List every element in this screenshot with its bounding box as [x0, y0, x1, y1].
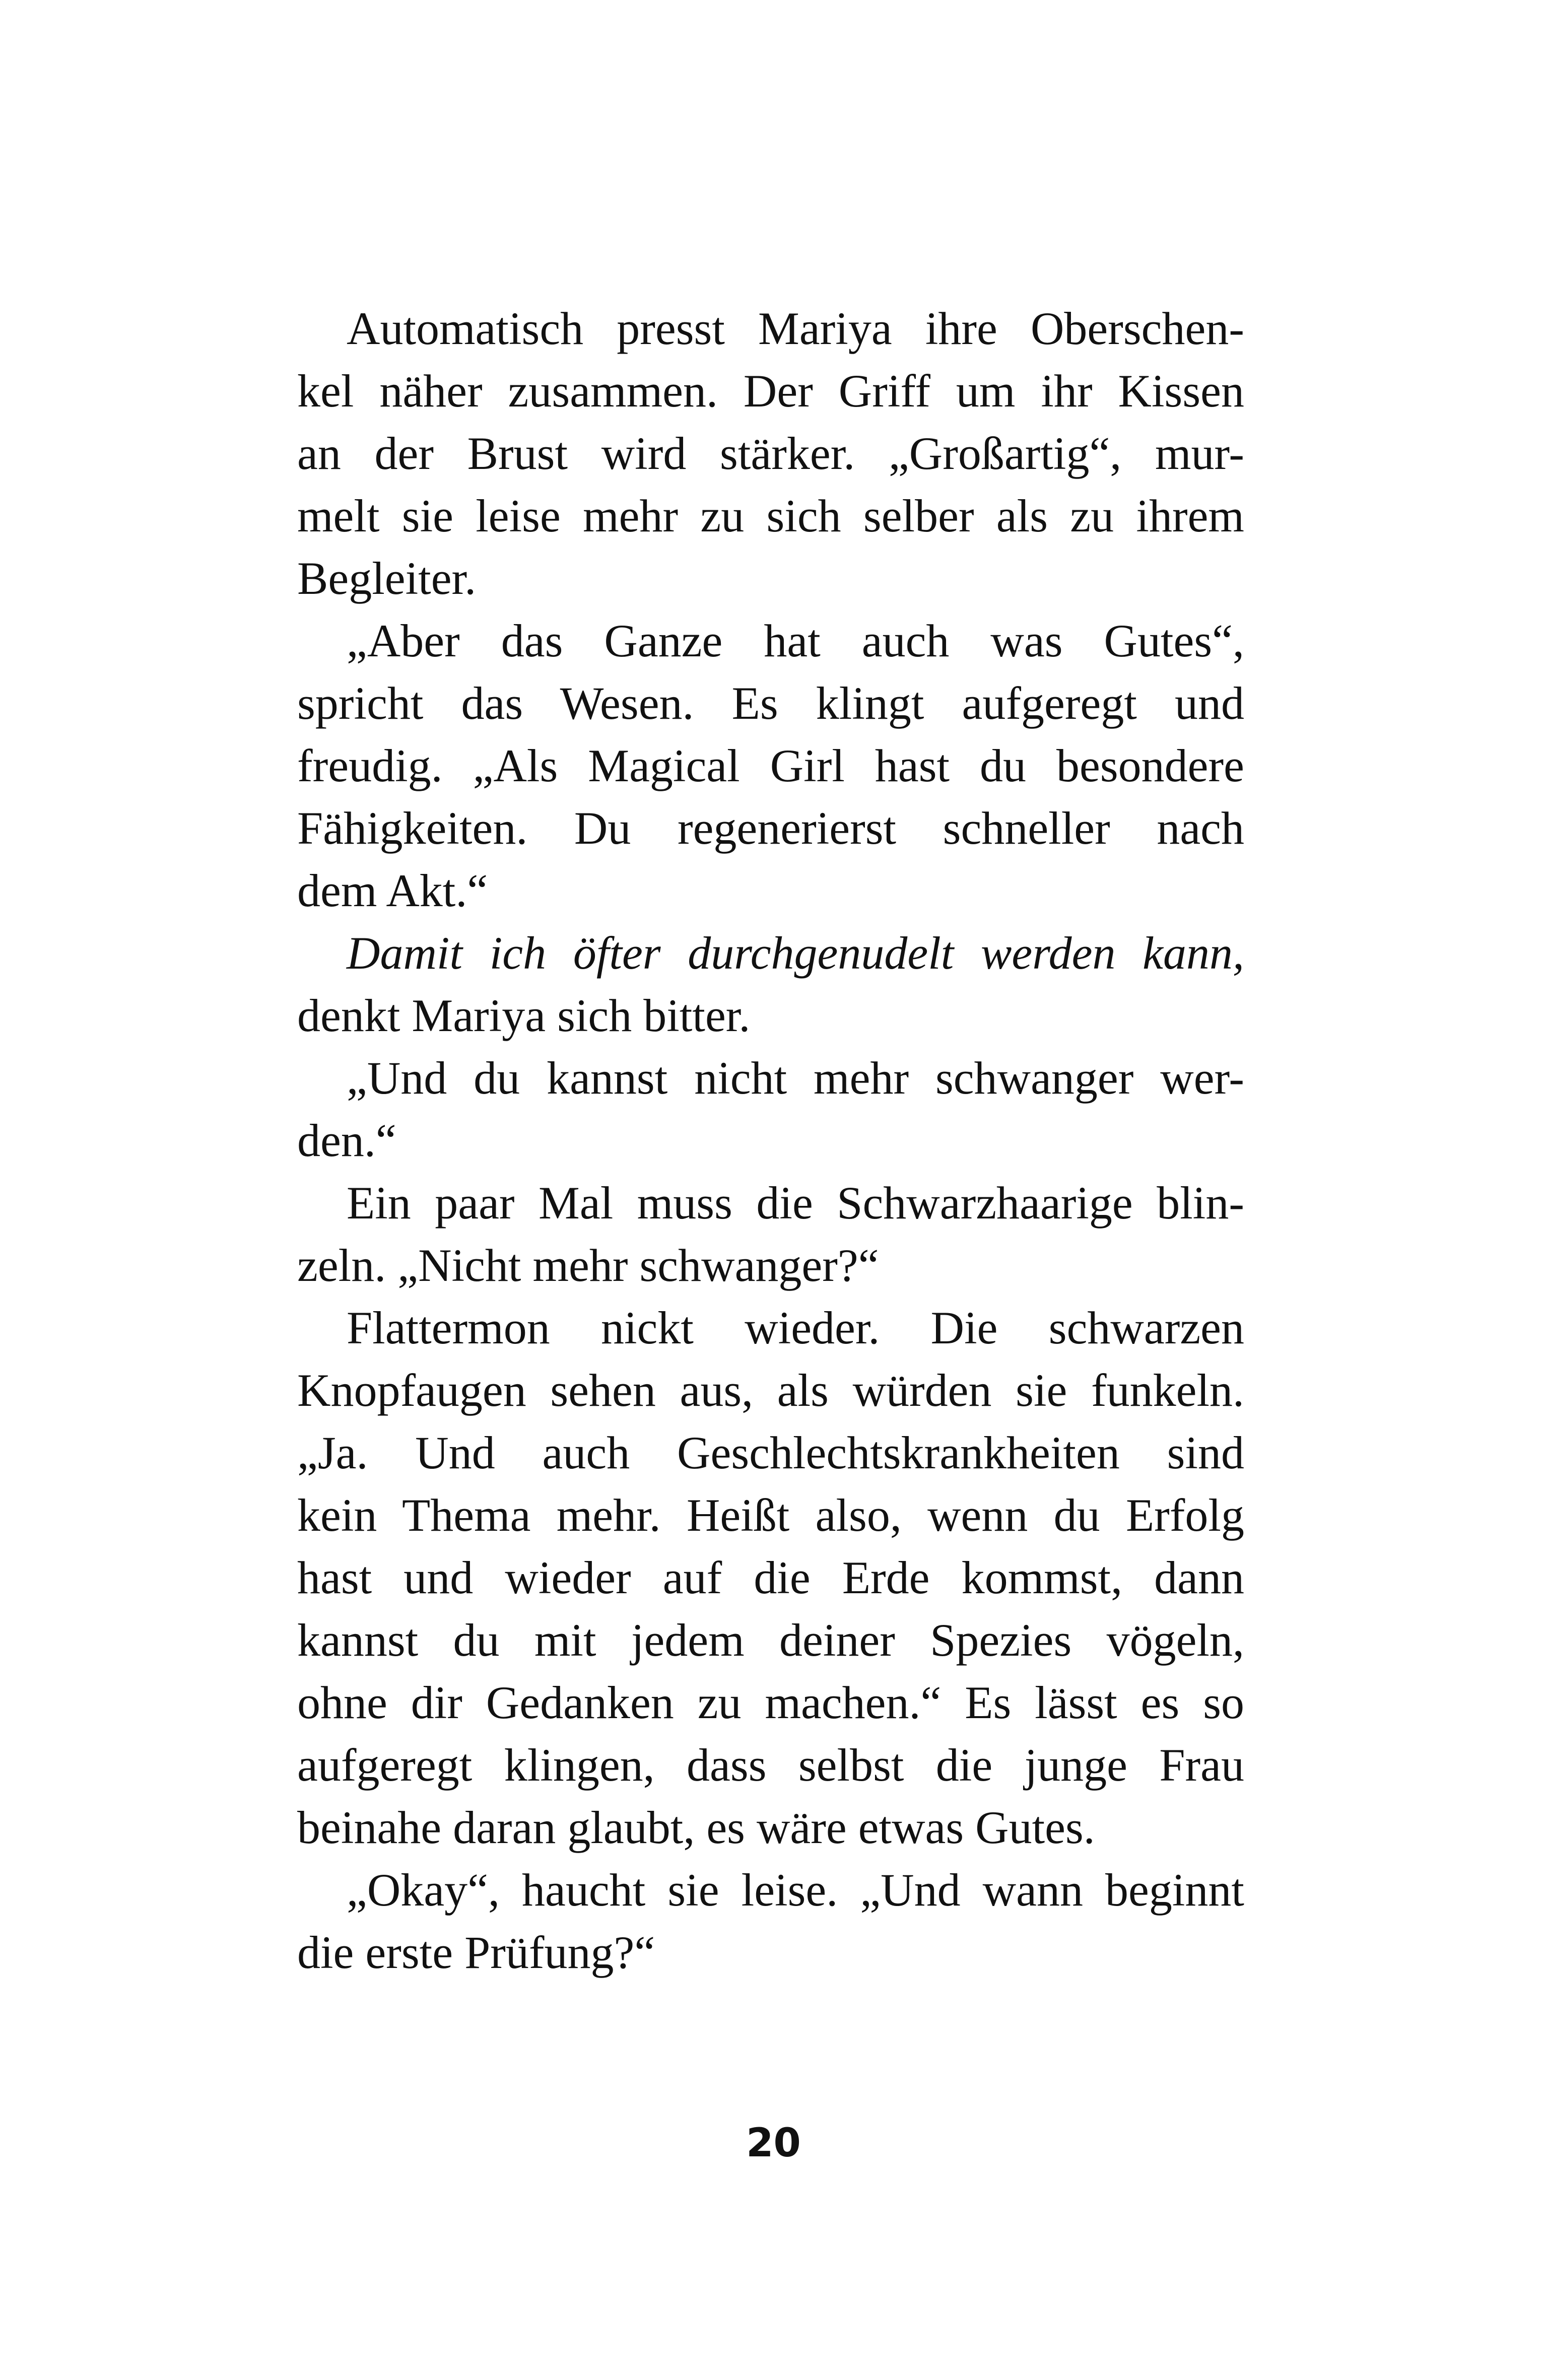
text-line: spricht das Wesen. Es klingt aufgeregt und: [297, 677, 1244, 729]
text-line: dem Akt.“: [297, 865, 488, 916]
text-line: Knopfaugen sehen aus, als würden sie funkeln.: [297, 1365, 1244, 1416]
text-line: „Und du kannst nicht mehr schwanger wer-: [347, 1052, 1244, 1104]
text-line: kel näher zusammen. Der Griff um ihr Kissen: [297, 365, 1244, 417]
text-line: Automatisch presst Mariya ihre Oberschen-: [347, 303, 1244, 354]
text-line: „Aber das Ganze hat auch was Gutes“,: [347, 615, 1244, 666]
text-line: freudig. „Als Magical Girl hast du besondere: [297, 740, 1244, 791]
text-line: Flattermon nickt wieder. Die schwarzen: [347, 1302, 1244, 1353]
text-line: „Okay“, haucht sie leise. „Und wann beginnt: [347, 1864, 1244, 1916]
text-line: melt sie leise mehr zu sich selber als zu ihrem: [297, 490, 1244, 541]
text-line: an der Brust wird stärker. „Großartig“, mur-: [297, 428, 1244, 479]
text-line: zeln. „Nicht mehr schwanger?“: [297, 1240, 879, 1291]
text-line: aufgeregt klingen, dass selbst die junge Frau: [297, 1739, 1244, 1791]
italic-text-line: Damit ich öfter durchgenudelt werden kann,: [347, 927, 1244, 979]
text-line: Begleiter.: [297, 553, 477, 604]
text-line: Ein paar Mal muss die Schwarzhaarige blin-: [347, 1177, 1244, 1229]
text-line: Fähigkeiten. Du regenerierst schneller nach: [297, 802, 1244, 854]
text-line: ohne dir Gedanken zu machen.“ Es lässt es so: [297, 1677, 1244, 1728]
text-line: kein Thema mehr. Heißt also, wenn du Erfolg: [297, 1489, 1244, 1541]
text-line: kannst du mit jedem deiner Spezies vögeln,: [297, 1614, 1244, 1666]
text-line: hast und wieder auf die Erde kommst, dann: [297, 1552, 1244, 1603]
page-number: 20: [746, 2121, 801, 2166]
text-line: beinahe daran glaubt, es wäre etwas Gutes.: [297, 1802, 1095, 1853]
text-line: die erste Prüfung?“: [297, 1927, 655, 1978]
text-line: denkt Mariya sich bitter.: [297, 990, 751, 1041]
text-line: „Ja. Und auch Geschlechtskrankheiten sind: [297, 1427, 1244, 1478]
text-line: den.“: [297, 1115, 396, 1166]
